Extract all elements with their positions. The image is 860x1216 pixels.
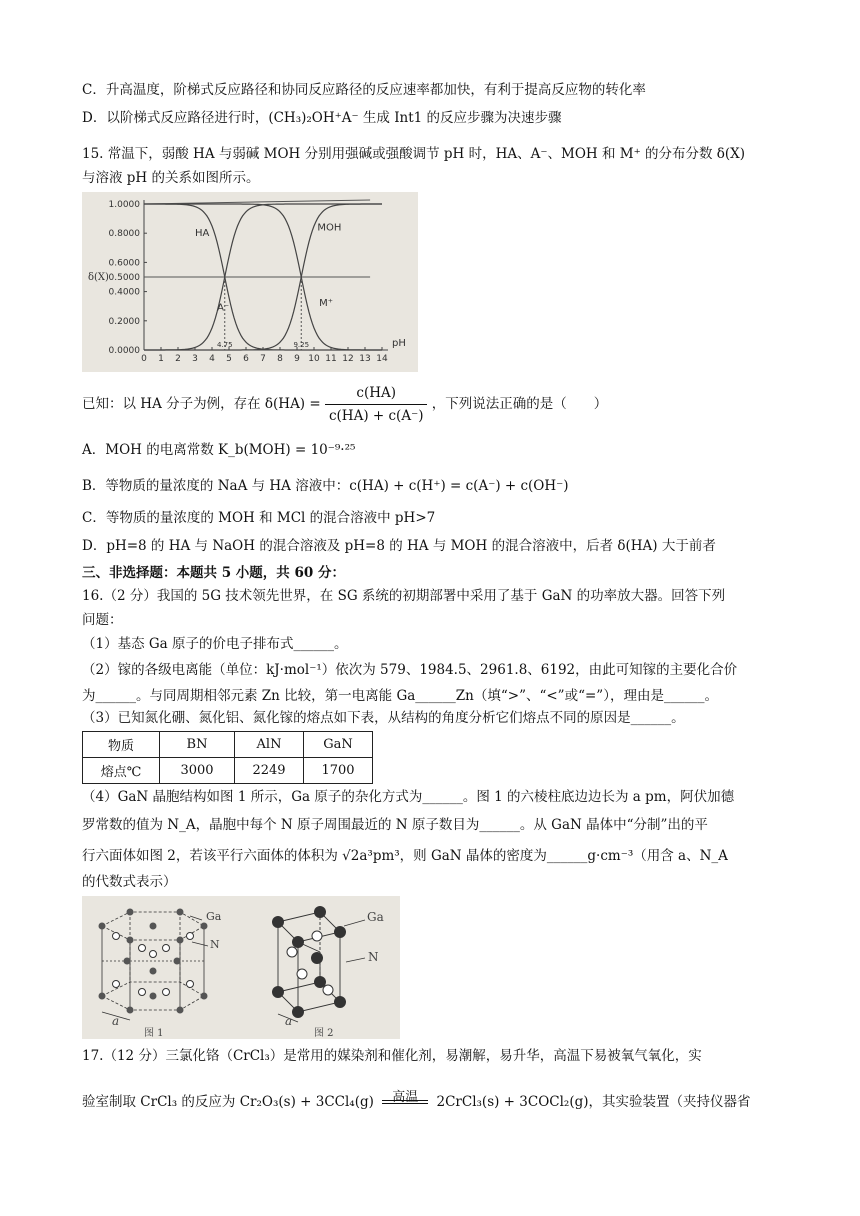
marked-x-label: 9.25: [293, 341, 310, 349]
q15-option-d: D．pH=8 的 HA 与 NaOH 的混合溶液及 pH=8 的 HA 与 MOH 的混合溶液中，后者 δ(HA) 大于前者: [82, 538, 716, 554]
table-cell: 熔点℃: [83, 758, 160, 784]
q16-stem-1: 16.（2 分）我国的 5G 技术领先世界，在 SG 系统的初期部署中采用了基于 GaN 的功率放大器。回答下列: [82, 588, 726, 604]
y-tick-label: 0.4000: [108, 287, 140, 298]
fig2-a-label: a: [285, 1014, 293, 1028]
curve-label: HA: [195, 228, 210, 240]
y-tick-label: 0.0000: [108, 346, 140, 356]
table-header-cell: AlN: [235, 732, 304, 758]
q16-part-3: （3）已知氮化硼、氮化铝、氮化镓的熔点如下表，从结构的角度分析它们熔点不同的原因是______。: [82, 710, 685, 726]
x-tick-label: 12: [342, 354, 354, 364]
fraction: [325, 382, 427, 427]
crystal-figures: [82, 896, 400, 1039]
x-tick-label: 10: [308, 354, 320, 364]
x-tick-label: 14: [376, 354, 388, 364]
x-tick-label: 8: [277, 354, 283, 364]
q16-part-2a: （2）镓的各级电离能（单位：kJ·mol⁻¹）依次为 579、1984.5、2961.8、6192，由此可知镓的主要化合价: [82, 662, 738, 678]
fig2-ga-label: Ga: [367, 910, 384, 924]
x-tick-label: 13: [359, 354, 371, 364]
fig1-ga-label: Ga: [206, 910, 222, 923]
section-3-heading: 三、非选择题：本题共 5 小题，共 60 分：: [82, 565, 345, 581]
fraction-numerator: c(HA): [325, 382, 427, 405]
q17-stem-1: 17.（12 分）三氯化铬（CrCl₃）是常用的媒染剂和催化剂，易潮解，易升华，高温下易被氧气氧化，实: [82, 1048, 702, 1064]
fig1-n-label: N: [210, 938, 220, 951]
curve-label: M⁺: [319, 298, 334, 310]
q14-option-c: C．升高温度，阶梯式反应路径和协同反应路径的反应速率都加快，有利于提高反应物的转化率: [82, 82, 646, 98]
q17-reaction: [82, 1072, 751, 1116]
q15-option-b: B．等物质的量浓度的 NaA 与 HA 溶液中：c(HA) + c(H⁺) = c(A⁻) + c(OH⁻): [82, 478, 569, 494]
q16-stem-2: 问题：: [82, 612, 123, 628]
q15-known-formula: [82, 378, 607, 430]
melting-point-table: [82, 731, 373, 784]
q15-option-c: C．等物质的量浓度的 MOH 和 MCl 的混合溶液中 pH>7: [82, 510, 436, 526]
table-row: [83, 758, 373, 784]
x-tick-label: 2: [175, 354, 181, 364]
figure-2-atoms: [272, 906, 346, 1018]
curve-label: A⁻: [217, 302, 230, 314]
q17-reaction-suffix: 2CrCl₃(s) + 3COCl₂(g)，其实验装置（夹持仪器省: [436, 1094, 751, 1110]
x-axis-label: pH: [392, 338, 406, 349]
table-header-cell: BN: [160, 732, 235, 758]
y-tick-label: 1.0000: [108, 200, 140, 210]
reaction-condition: 高温: [392, 1090, 419, 1105]
table-header-row: [83, 732, 373, 758]
fig1-a-label: a: [112, 1014, 120, 1028]
known-prefix: 已知：以 HA 分子为例，存在 δ(HA) =: [82, 396, 321, 412]
top-reference-line: [144, 200, 370, 204]
fig2-n-label: N: [368, 950, 379, 964]
table-header-cell: 物质: [83, 732, 160, 758]
table-cell: 3000: [160, 758, 235, 784]
y-tick-label: 0.8000: [108, 229, 140, 240]
x-tick-label: 4: [209, 354, 215, 364]
q16-part-2b: 为______。与同周期相邻元素 Zn 比较，第一电离能 Ga______Zn（填“>”、“<”或“=”），理由是______。: [82, 688, 718, 704]
y-tick-label: 0.5000: [108, 273, 140, 283]
y-tick-label: 0.6000: [108, 258, 140, 269]
curve-label: MOH: [317, 222, 342, 234]
table-cell: 2249: [235, 758, 304, 784]
q16-part-4c: 行六面体如图 2，若该平行六面体的体积为 √2a³pm³，则 GaN 晶体的密度为______g·cm⁻³（用含 a、N_A: [82, 848, 728, 864]
x-tick-label: 11: [325, 354, 337, 364]
q16-part-4d: 的代数式表示）: [82, 874, 177, 890]
known-suffix: ，下列说法正确的是（ ）: [431, 396, 608, 412]
x-tick-label: 6: [243, 354, 249, 364]
x-tick-label: 3: [192, 354, 198, 364]
table-header-cell: GaN: [304, 732, 373, 758]
x-tick-label: 1: [158, 354, 164, 364]
fig1-caption: 图 1: [144, 1028, 164, 1039]
x-tick-label: 9: [294, 354, 300, 364]
table-cell: 1700: [304, 758, 373, 784]
q16-part-4b: 罗常数的值为 N_A，晶胞中每个 N 原子周围最近的 N 原子数目为______。从 GaN 晶体中“分制”出的平: [82, 817, 708, 833]
q17-reaction-prefix: 验室制取 CrCl₃ 的反应为 Cr₂O₃(s) + 3CCl₄(g): [82, 1094, 374, 1110]
x-tick-label: 5: [226, 354, 232, 364]
crystal-svg: [82, 896, 400, 1039]
q16-part-4a: （4）GaN 晶胞结构如图 1 所示，Ga 原子的杂化方式为______。图 1 的六棱柱底边边长为 a pm，阿伏加德: [82, 789, 735, 805]
q15-stem-2: 与溶液 pH 的关系如图所示。: [82, 170, 260, 186]
chart-svg: [82, 192, 418, 372]
x-tick-label: 0: [141, 354, 147, 364]
y-axis-label: δ(X): [88, 272, 109, 283]
marked-x-label: 4.75: [216, 341, 233, 349]
figure-2-parallelepiped: [278, 912, 340, 1012]
q15-option-a: A．MOH 的电离常数 K_b(MOH) = 10⁻⁹·²⁵: [82, 442, 356, 458]
q16-part-1: （1）基态 Ga 原子的价电子排布式______。: [82, 636, 348, 652]
q14-option-d: D．以阶梯式反应路径进行时，(CH₃)₂OH⁺A⁻ 生成 Int1 的反应步骤为决速步骤: [82, 110, 562, 126]
q15-stem-1: 15. 常温下，弱酸 HA 与弱碱 MOH 分别用强碱或强酸调节 pH 时，HA、A⁻、MOH 和 M⁺ 的分布分数 δ(X): [82, 146, 746, 162]
fig2-caption: 图 2: [314, 1028, 334, 1039]
fraction-denominator: c(HA) + c(A⁻): [328, 408, 424, 424]
q15-distribution-chart: [82, 192, 418, 372]
y-tick-label: 0.2000: [108, 316, 140, 327]
x-tick-label: 7: [260, 354, 266, 364]
